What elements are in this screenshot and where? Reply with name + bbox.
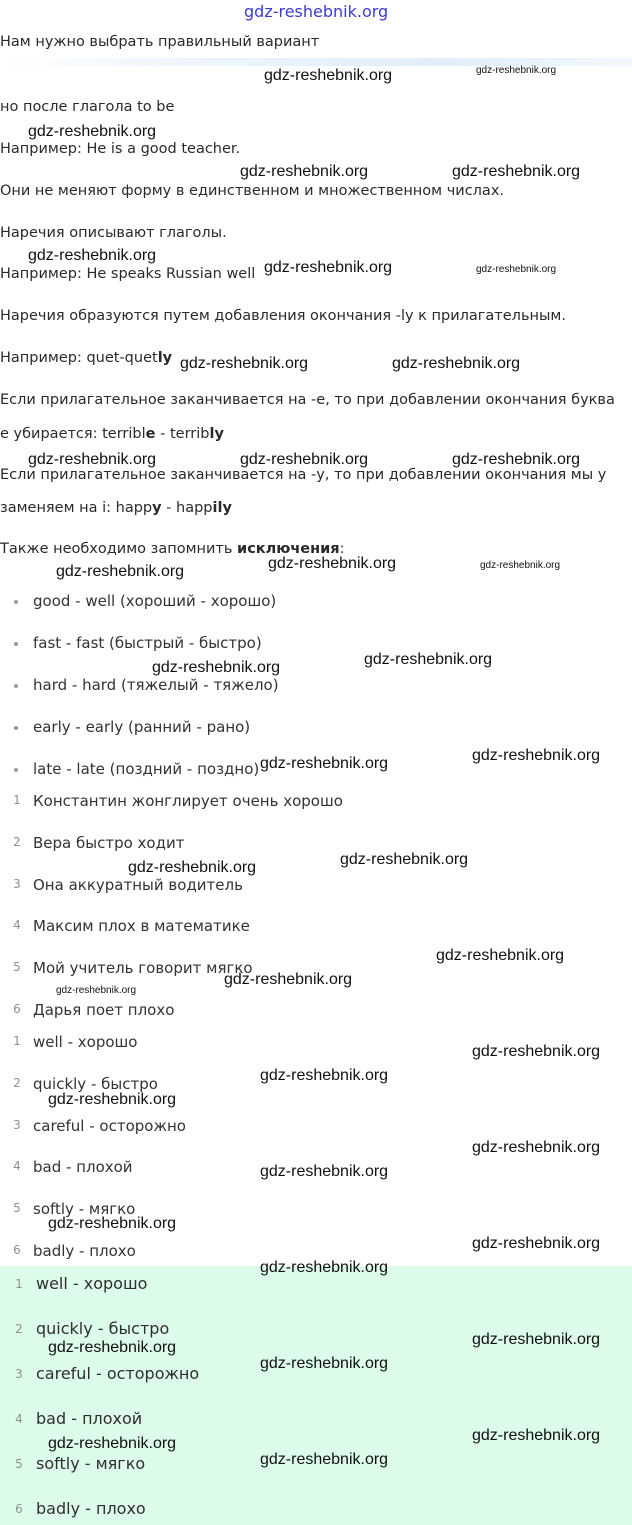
answer-text: careful - осторожно xyxy=(33,1117,186,1135)
sentence-text: Мой учитель говорит мягко xyxy=(33,959,253,977)
site-header-link[interactable]: gdz-reshebnik.org xyxy=(244,2,389,21)
watermark-text: gdz-reshebnik.org xyxy=(268,555,397,572)
watermark-text: gdz-reshebnik.org xyxy=(472,1043,601,1060)
text-line xyxy=(0,500,232,516)
item-number: 5 xyxy=(13,1201,21,1215)
item-number: 5 xyxy=(13,960,21,974)
text-line: Нам нужно выбрать правильный вариант xyxy=(0,34,320,50)
text-line: Например: He speaks Russian well xyxy=(0,266,256,282)
watermark-text: gdz-reshebnik.org xyxy=(476,65,557,76)
watermark-text: gdz-reshebnik.org xyxy=(56,563,185,580)
bullet-icon xyxy=(14,768,18,772)
item-number: 4 xyxy=(13,1159,21,1173)
text-line: Они не меняют форму в единственном и множественном числах. xyxy=(0,183,505,199)
item-number: 6 xyxy=(13,1243,21,1257)
watermark-text: gdz-reshebnik.org xyxy=(264,259,393,276)
answer-text: quickly - быстро xyxy=(33,1075,158,1093)
item-number: 6 xyxy=(15,1502,23,1516)
item-number: 3 xyxy=(13,1118,21,1132)
text-span: исключения xyxy=(237,541,340,557)
watermark-text: gdz-reshebnik.org xyxy=(224,971,353,988)
answer-panel xyxy=(0,1266,632,1525)
watermark-text: gdz-reshebnik.org xyxy=(472,1235,601,1252)
item-number: 4 xyxy=(13,918,21,932)
answer-text: bad - плохой xyxy=(33,1158,133,1176)
watermark-text: gdz-reshebnik.org xyxy=(28,451,157,468)
text-line: Наречия описывают глаголы. xyxy=(0,225,227,241)
answer-text: softly - мягко xyxy=(33,1200,136,1218)
item-number: 1 xyxy=(15,1277,23,1291)
text-span: ly xyxy=(209,426,224,442)
watermark-text: gdz-reshebnik.org xyxy=(260,1259,389,1276)
watermark-text: gdz-reshebnik.org xyxy=(260,1067,389,1084)
item-number: 1 xyxy=(13,793,21,807)
watermark-text: gdz-reshebnik.org xyxy=(392,355,521,372)
watermark-text: gdz-reshebnik.org xyxy=(48,1339,177,1356)
answer-text: well - хорошо xyxy=(33,1033,138,1051)
answer-text: badly - плохо xyxy=(36,1499,146,1518)
sentence-text: Она аккуратный водитель xyxy=(33,876,243,894)
text-span: - happ xyxy=(161,500,213,516)
list-item-text: good - well (хороший - хорошо) xyxy=(33,592,277,610)
text-line: но после глагола to be xyxy=(0,99,175,115)
item-number: 3 xyxy=(15,1367,23,1381)
watermark-text: gdz-reshebnik.org xyxy=(480,560,561,571)
text-line xyxy=(0,350,172,366)
watermark-text: gdz-reshebnik.org xyxy=(472,747,601,764)
text-line: Наречия образуются путем добавления окончания -ly к прилагательным. xyxy=(0,308,566,324)
answer-text: softly - мягко xyxy=(36,1454,146,1473)
sentence-text: Максим плох в математике xyxy=(33,917,250,935)
text-span: y xyxy=(152,500,162,516)
text-line: Например: He is a good teacher. xyxy=(0,141,241,157)
watermark-text: gdz-reshebnik.org xyxy=(364,651,493,668)
answer-text: bad - плохой xyxy=(36,1409,143,1428)
bullet-icon xyxy=(14,600,18,604)
text-span: Также необходимо запомнить xyxy=(0,541,238,557)
watermark-text: gdz-reshebnik.org xyxy=(48,1435,177,1452)
bullet-icon xyxy=(14,642,18,646)
text-span: : xyxy=(339,541,345,557)
text-span: ily xyxy=(212,500,232,516)
text-span: e убирается: terribl xyxy=(0,426,146,442)
watermark-text: gdz-reshebnik.org xyxy=(152,659,281,676)
watermark-text: gdz-reshebnik.org xyxy=(340,851,469,868)
watermark-text: gdz-reshebnik.org xyxy=(260,1355,389,1372)
list-item-text: hard - hard (тяжелый - тяжело) xyxy=(33,676,279,694)
sentence-text: Дарья поет плохо xyxy=(33,1001,175,1019)
watermark-text: gdz-reshebnik.org xyxy=(472,1331,601,1348)
text-span: e xyxy=(145,426,156,442)
list-item-text: fast - fast (быстрый - быстро) xyxy=(33,634,262,652)
sentence-text: Вера быстро ходит xyxy=(33,834,185,852)
answer-text: quickly - быстро xyxy=(36,1319,170,1338)
text-span: - terrib xyxy=(155,426,210,442)
watermark-text: gdz-reshebnik.org xyxy=(240,163,369,180)
text-line: Если прилагательное заканчивается на -y, то при добавлении окончания мы y xyxy=(0,467,607,483)
watermark-text: gdz-reshebnik.org xyxy=(128,859,257,876)
item-number: 2 xyxy=(15,1322,23,1336)
watermark-text: gdz-reshebnik.org xyxy=(28,247,157,264)
item-number: 6 xyxy=(13,1002,21,1016)
watermark-text: gdz-reshebnik.org xyxy=(48,1215,177,1232)
watermark-text: gdz-reshebnik.org xyxy=(260,1451,389,1468)
text-span: заменяем на i: happ xyxy=(0,500,153,516)
watermark-text: gdz-reshebnik.org xyxy=(260,1163,389,1180)
text-span: ly xyxy=(157,350,173,366)
item-number: 4 xyxy=(15,1412,23,1426)
answer-text: badly - плохо xyxy=(33,1242,136,1260)
bullet-icon xyxy=(14,726,18,730)
bullet-icon xyxy=(14,684,18,688)
watermark-text: gdz-reshebnik.org xyxy=(48,1091,177,1108)
watermark-text: gdz-reshebnik.org xyxy=(260,755,389,772)
item-number: 3 xyxy=(13,877,21,891)
answer-text: well - хорошо xyxy=(36,1274,148,1293)
answer-text: careful - осторожно xyxy=(36,1364,200,1383)
item-number: 1 xyxy=(13,1034,21,1048)
watermark-text: gdz-reshebnik.org xyxy=(472,1427,601,1444)
list-item-text: late - late (поздний - поздно) xyxy=(33,760,260,778)
watermark-text: gdz-reshebnik.org xyxy=(180,355,309,372)
watermark-text: gdz-reshebnik.org xyxy=(452,163,581,180)
text-line: Если прилагательное заканчивается на -e, то при добавлении окончания буква xyxy=(0,392,615,408)
watermark-text: gdz-reshebnik.org xyxy=(472,1139,601,1156)
watermark-text: gdz-reshebnik.org xyxy=(264,67,393,84)
watermark-text: gdz-reshebnik.org xyxy=(240,451,369,468)
item-number: 5 xyxy=(15,1457,23,1471)
watermark-text: gdz-reshebnik.org xyxy=(452,451,581,468)
watermark-text: gdz-reshebnik.org xyxy=(28,123,157,140)
list-item-text: early - early (ранний - рано) xyxy=(33,718,251,736)
sentence-text: Константин жонглирует очень хорошо xyxy=(33,792,343,810)
watermark-text: gdz-reshebnik.org xyxy=(56,985,137,996)
text-span: Например: quet-quet xyxy=(0,350,158,366)
watermark-text: gdz-reshebnik.org xyxy=(476,264,557,275)
text-line xyxy=(0,426,224,442)
item-number: 2 xyxy=(13,1076,21,1090)
watermark-text: gdz-reshebnik.org xyxy=(436,947,565,964)
item-number: 2 xyxy=(13,835,21,849)
